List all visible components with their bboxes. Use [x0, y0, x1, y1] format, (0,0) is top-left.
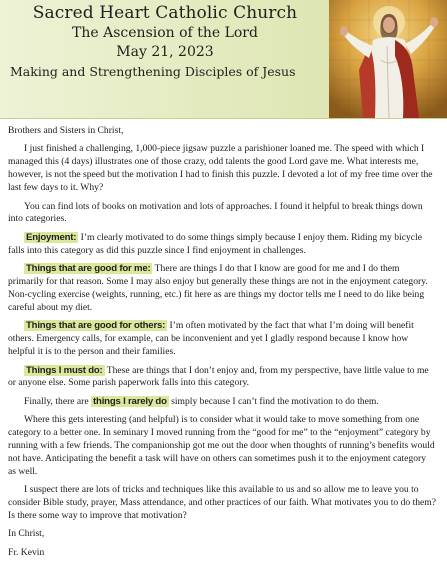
category-good-for-others-label: Things that are good for others:	[26, 320, 166, 332]
church-name: Sacred Heart Catholic Church	[32, 3, 298, 23]
parish-tagline: Making and Strengthening Disciples of Jesus	[10, 64, 296, 79]
letter-closing: In Christ,	[8, 528, 45, 540]
category-rarely-do-pre: Finally, there are	[24, 395, 92, 407]
category-good-for-me-label: Things that are good for me:	[26, 263, 151, 275]
category-good-for-me	[8, 263, 436, 315]
ascension-jesus-image	[329, 0, 447, 118]
category-must-do-label: Things I must do:	[26, 364, 103, 376]
category-rarely-do-text: simply because I can’t find the motivation to do them.	[168, 395, 379, 407]
header-banner	[0, 0, 447, 119]
letter-paragraph-4: I suspect there are lots of tricks and techniques like this available to us and so allow me to leave you to consider Bible study, prayer, Mass attendance, and other practices of our faith. What motivates you to do them? Is there some way to improve that motivation?	[8, 484, 437, 522]
category-must-do-text: These are things that I don’t enjoy and, from my perspective, have little value to me or anyone else. Some parish paperwork falls into this category.	[8, 364, 429, 389]
feast-title: The Ascension of the Lord	[72, 25, 258, 41]
pastor-letter	[8, 125, 436, 565]
category-good-for-me-text: There are things I do that I know are good for me and I do them primarily for that reason. Some I may also enjoy but generally these things are not in the enjoyment category. Non-cycling exercise (weights, running, etc.) fit here as are things my doctor tells me I need to do like being careful about my diet.	[8, 263, 428, 313]
letter-greeting: Brothers and Sisters in Christ,	[8, 125, 124, 136]
header-text	[0, 2, 330, 81]
category-enjoyment	[8, 232, 436, 258]
bulletin-date: May 21, 2023	[116, 44, 214, 60]
category-good-for-others	[8, 320, 436, 359]
category-enjoyment-label: Enjoyment:	[26, 231, 77, 243]
category-rarely-do	[8, 396, 436, 409]
category-rarely-do-label: things I rarely do	[93, 395, 167, 407]
letter-paragraph-2: You can find lots of books on motivation and lots of approaches. I found it helpful to break things down into categories.	[8, 200, 423, 225]
category-enjoyment-text: I’m clearly motivated to do some things simply because I enjoy them. Riding my bicycle falls into this category as did this puzzle since I find enjoyment in challenges.	[8, 231, 422, 256]
letter-paragraph-1: I just finished a challenging, 1,000-piece jigsaw puzzle a parishioner loaned me. The speed with which I managed this (4 days) illustrates one of those crazy, odd talents the good Lord gave me. What interests me, however, is not the speed but the motivation I had to finish this puzzle. I devoted a lot of my free time over the last few days to it. Why?	[8, 143, 433, 194]
letter-signature: Fr. Kevin	[8, 546, 45, 558]
letter-paragraph-3: Where this gets interesting (and helpful) is to consider what it would take to move something from one category to a better one. In seminary I moved running from the “good for me” to the “enjoyment” category by running with a few friends. The companionship got me out the door when thoughts of running’s benefits would not have. Anticipating the benefit a task will have on others can sometimes push it to the enjoyment category as well.	[8, 414, 435, 477]
category-must-do	[8, 365, 436, 391]
category-good-for-others-text: I’m often motivated by the fact that what I’m doing will benefit others. Emergency calls, for example, can be inconvenient and yet I gladly respond because I know how helpful it is to the person and their families.	[8, 320, 414, 358]
